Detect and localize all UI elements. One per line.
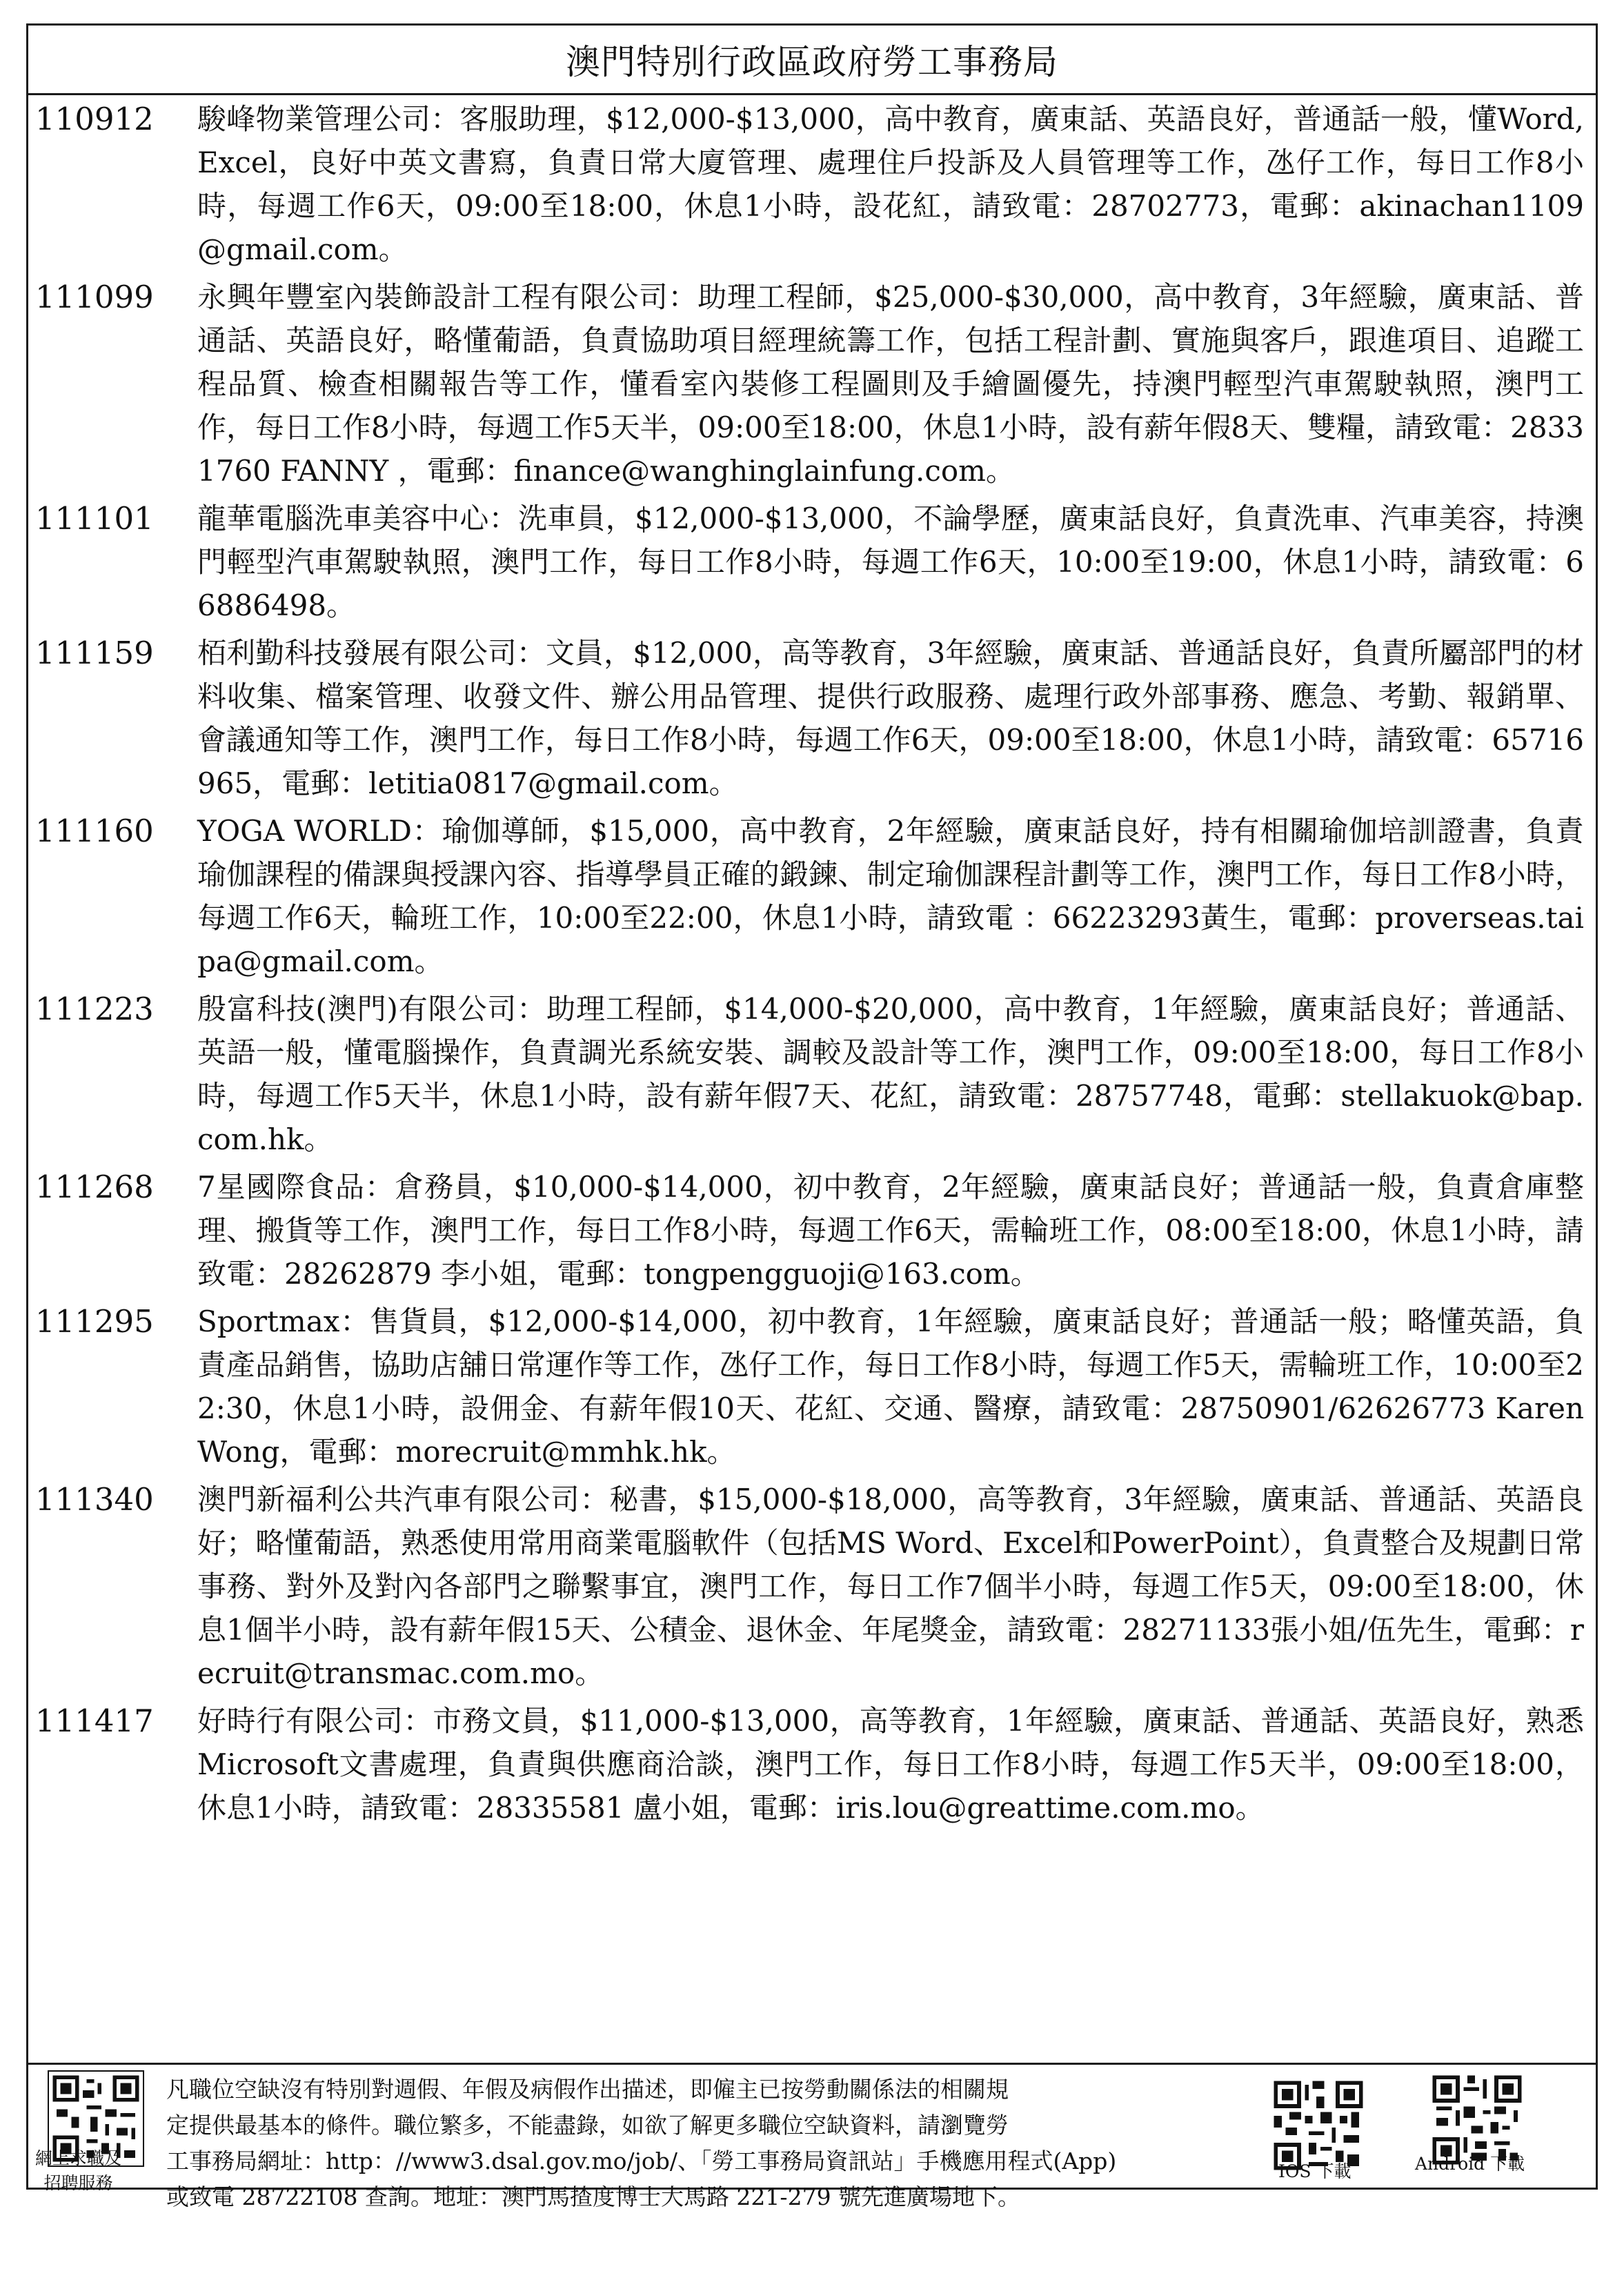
job-id: 111268 (35, 1169, 154, 1205)
job-description: Sportmax：售貨員，$12,000-$14,000，初中教育，1年經驗，廣東話良好；普通話一般；略懂英語，負責產品銷售，協助店舖日常運作等工作，氹仔工作，每日工作8小時，每週工作5天，需輪班工作，10:00至22:30，休息1小時，設佣金、有薪年假10天、花紅、交通、醫療，請致電：28750901/62626773 Karen Wong，電郵：morecruit@mmhk.hk。 (197, 1305, 1584, 1469)
job-id: 111099 (35, 279, 154, 315)
job-description: 好時行有限公司：市務文員，$11,000-$13,000，高等教育，1年經驗，廣東話、普通話、英語良好，熟悉Microsoft文書處理，負責與供應商洽談，澳門工作，每日工作8小時，每週工作5天半，09:00至18:00，休息1小時，請致電：28335581 盧小姐，電郵：iris.lou@greattime.com.mo。 (197, 1704, 1584, 1825)
job-id: 111417 (35, 1703, 154, 1739)
job-id: 111223 (35, 991, 154, 1027)
page-title: 澳門特別行政區政府勞工事務局 (28, 26, 1596, 95)
qr-left-caption-line: 招聘服務 (43, 2173, 113, 2193)
job-entry (28, 497, 1596, 627)
job-description: 栢利勤科技發展有限公司：文員，$12,000，高等教育，3年經驗，廣東話、普通話良好，負責所屬部門的材料收集、檔案管理、收發文件、辦公用品管理、提供行政服務、處理行政外部事務、應急、考勤、報銷單、會議通知等工作，澳門工作，每日工作8小時，每週工作6天，09:00至18:00，休息1小時，請致電：65716965，電郵：letitia0817@gmail.com。 (197, 636, 1584, 800)
job-id: 111159 (35, 635, 154, 671)
notice-line: 工事務局網址：http：//www3.dsal.gov.mo/job/、「勞工事務局資訊站」手機應用程式(App) (166, 2148, 1117, 2174)
notice-line: 或致電 28722108 查詢。地址：澳門馬揸度博士大馬路 221-279 號先進廣場地下。 (166, 2183, 1021, 2210)
job-description: 7星國際食品：倉務員，$10,000-$14,000，初中教育，2年經驗，廣東話良好；普通話一般，負責倉庫整理、搬貨等工作，澳門工作，每日工作8小時，每週工作6天，需輪班工作，08:00至18:00，休息1小時，請致電：28262879 李小姐，電郵：tongpengguoji@163.com。 (197, 1170, 1584, 1291)
job-id: 110912 (35, 101, 154, 137)
qr-left-caption (35, 2146, 121, 2196)
job-entry (28, 1478, 1596, 1695)
job-listings (28, 93, 1596, 2065)
job-entry (28, 1699, 1596, 1830)
notice-text (166, 2072, 1256, 2215)
job-description: 龍華電腦洗車美容中心：洗車員，$12,000-$13,000，不論學歷，廣東話良好，負責洗車、汽車美容，持澳門輕型汽車駕駛執照，澳門工作，每日工作8小時，每週工作6天，10:00至19:00，休息1小時，請致電：66886498。 (197, 502, 1584, 622)
job-entry (28, 275, 1596, 493)
job-listing-sheet (26, 23, 1598, 2210)
job-id: 111160 (35, 813, 154, 849)
job-description: 澳門新福利公共汽車有限公司：秘書，$15,000-$18,000，高等教育，3年經驗，廣東話、普通話、英語良好；略懂葡語，熟悉使用常用商業電腦軟件（包括MS Word、Excel和PowerPoint），負責整合及規劃日常事務、對外及對內各部門之聯繫事宜，澳門工作，每日工作7個半小時，每週工作5天，09:00至18:00，休息1個半小時，設有薪年假15天、公積金、退休金、年尾獎金，請致電：28271133張小姐/伍先生，電郵：recruit@transmac.com.mo。 (197, 1483, 1584, 1690)
job-description: 殷富科技(澳門)有限公司：助理工程師，$14,000-$20,000，高中教育，1年經驗，廣東話良好；普通話、英語一般，懂電腦操作，負責調光系統安裝、調較及設計等工作，澳門工作，09:00至18:00，每日工作8小時，每週工作5天半，休息1小時，設有薪年假7天、花紅，請致電：28757748，電郵：stellakuok@bap.com.hk。 (197, 992, 1584, 1156)
job-entry (28, 987, 1596, 1161)
job-entry (28, 97, 1596, 271)
job-description: YOGA WORLD：瑜伽導師，$15,000，高中教育，2年經驗，廣東話良好，持有相關瑜伽培訓證書，負責瑜伽課程的備課與授課內容、指導學員正確的鍛鍊、制定瑜伽課程計劃等工作，澳門工作，每日工作8小時，每週工作6天，輪班工作，10:00至22:00，休息1小時，請致電 ：66223293黃生，電郵：proverseas.taipa@gmail.com。 (197, 814, 1584, 978)
job-entry (28, 809, 1596, 983)
job-entry (28, 1300, 1596, 1474)
job-entry (28, 1165, 1596, 1296)
job-description: 駿峰物業管理公司：客服助理，$12,000-$13,000，高中教育，廣東話、英語良好，普通話一般，懂Word, Excel，良好中英文書寫，負責日常大廈管理、處理住戶投訴及人員管理等工作，氹仔工作，每日工作8小時，每週工作6天，09:00至18:00，休息1小時，設花紅，請致電：28702773，電郵：akinachan1109@gmail.com。 (197, 102, 1584, 266)
android-download-label: Android 下載 (1415, 2154, 1525, 2174)
job-id: 111340 (35, 1481, 154, 1518)
notice-line: 凡職位空缺沒有特別對週假、年假及病假作出描述，即僱主已按勞動關係法的相關規 (166, 2076, 1009, 2103)
notice-line: 定提供最基本的條件。職位繁多，不能盡錄，如欲了解更多職位空缺資料，請瀏覽勞 (166, 2112, 1009, 2139)
job-id: 111101 (35, 500, 154, 537)
job-id: 111295 (35, 1303, 154, 1340)
qr-left-caption-line: 網上求職及 (35, 2148, 122, 2168)
footer (28, 2065, 1596, 2210)
job-entry (28, 631, 1596, 805)
ios-download-label: IOS 下載 (1278, 2161, 1351, 2181)
job-description: 永興年豐室內裝飾設計工程有限公司：助理工程師，$25,000-$30,000，高中教育，3年經驗，廣東話、普通話、英語良好，略懂葡語，負責協助項目經理統籌工作，包括工程計劃、實施與客戶，跟進項目、追蹤工程品質、檢查相關報告等工作，懂看室內裝修工程圖則及手繪圖優先，持澳門輕型汽車駕駛執照，澳門工作，每日工作8小時，每週工作5天半，09:00至18:00，休息1小時，設有薪年假8天、雙糧，請致電：28331760 FANNY ，電郵：finance@wanghinglainfung.com。 (197, 280, 1584, 488)
